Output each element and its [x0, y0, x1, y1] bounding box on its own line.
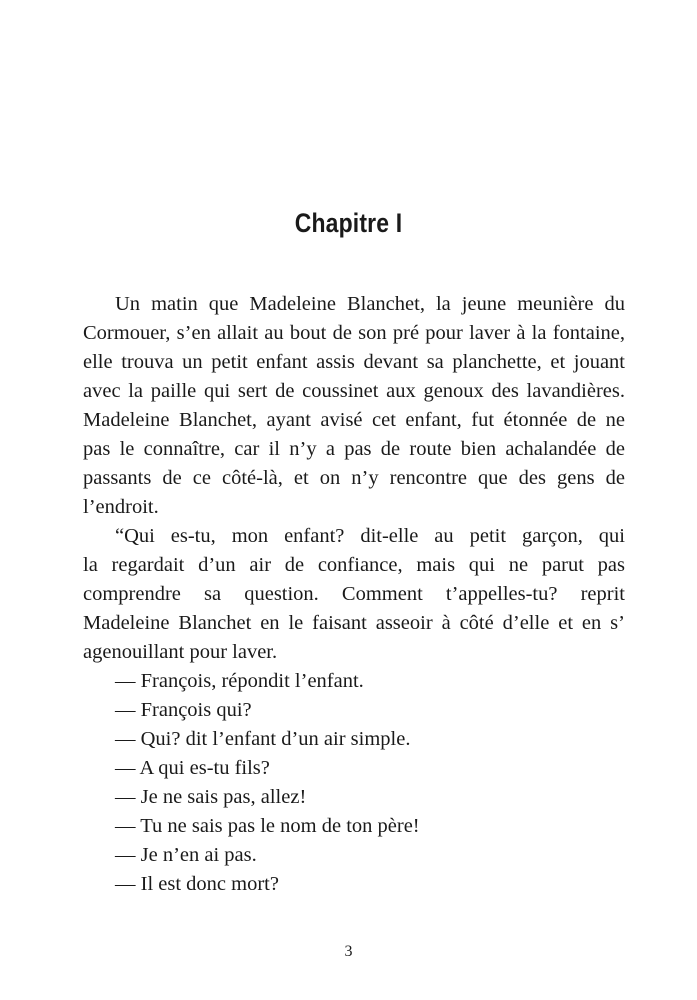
text-line: — François, répondit l’enfant. — [115, 670, 364, 692]
text-line: comprendre sa question. Comment t’appelles-tu? reprit — [83, 583, 625, 605]
text-line: agenouillant pour laver. — [83, 641, 278, 663]
text-line: — Je n’en ai pas. — [115, 844, 257, 866]
page-number: 3 — [344, 943, 353, 960]
text-line: pas le connaître, car il n’y a pas de route bien achalandée de — [83, 438, 625, 460]
text-line: Madeleine Blanchet en le faisant asseoir à côté d’elle et en s’ — [83, 612, 625, 634]
text-line: — Il est donc mort? — [115, 873, 279, 895]
text-line: la regardait d’un air de confiance, mais qui ne parut pas — [83, 554, 625, 576]
text-line: l’endroit. — [83, 496, 159, 518]
text-line: — Qui? dit l’enfant d’un air simple. — [115, 728, 411, 750]
text-line: — François qui? — [115, 699, 252, 721]
chapter-title: Chapitre I — [294, 208, 403, 238]
text-line: Madeleine Blanchet, ayant avisé cet enfant, fut étonnée de ne — [83, 409, 625, 431]
body-text — [83, 290, 625, 899]
text-line: — A qui es-tu fils? — [115, 757, 270, 779]
text-line: Cormouer, s’en allait au bout de son pré pour laver à la fontaine, — [83, 322, 625, 344]
text-line: passants de ce côté-là, et on n’y rencontre que des gens de — [83, 467, 625, 489]
text-line: Un matin que Madeleine Blanchet, la jeune meunière du — [115, 293, 625, 315]
text-line: — Je ne sais pas, allez! — [115, 786, 307, 808]
text-line: “Qui es-tu, mon enfant? dit-elle au petit garçon, qui — [115, 525, 625, 547]
text-line: avec la paille qui sert de coussinet aux genoux des lavandières. — [83, 380, 625, 402]
text-line: elle trouva un petit enfant assis devant sa planchette, et jouant — [83, 351, 625, 373]
text-line: — Tu ne sais pas le nom de ton père! — [115, 815, 420, 837]
